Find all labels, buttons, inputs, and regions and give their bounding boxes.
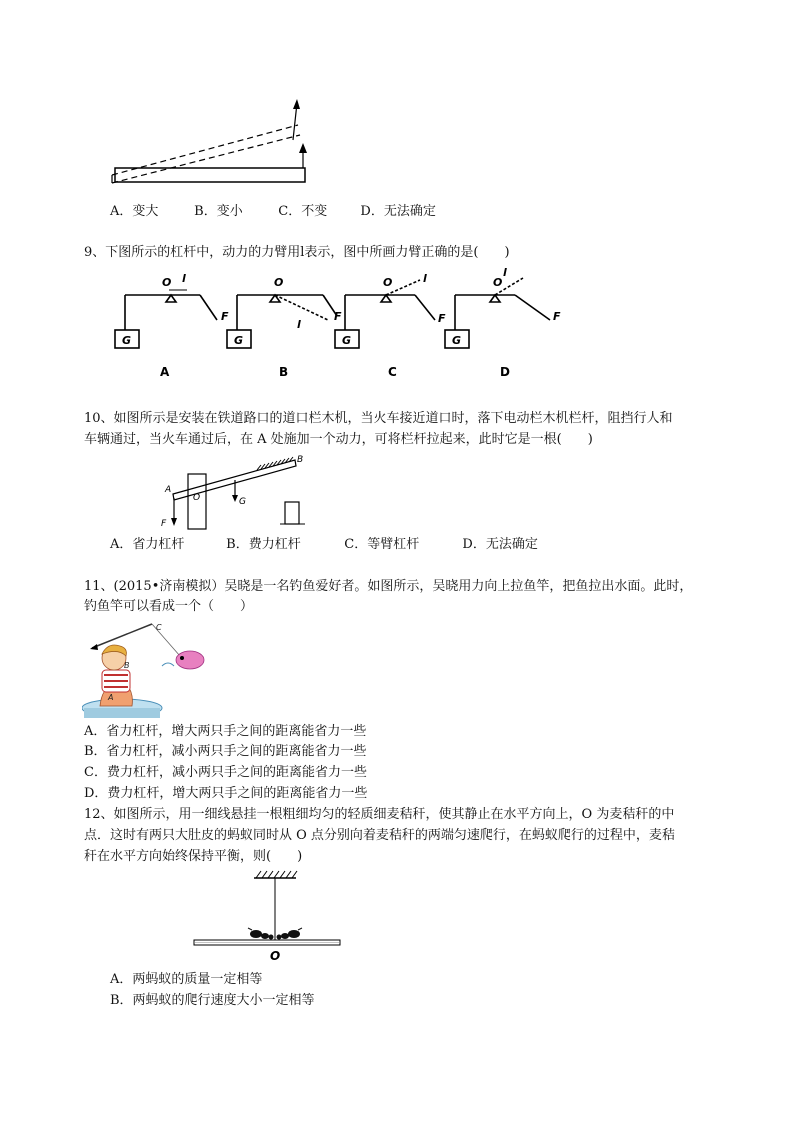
- q9-d-pivot-label: O: [493, 276, 503, 289]
- q9-a-weight-label: G: [122, 334, 132, 347]
- q9-b-arm-label: l: [297, 318, 301, 331]
- q12-label-o: O: [270, 949, 281, 963]
- q9-b-force-label: F: [334, 310, 342, 323]
- q10-option-c: C．等臂杠杆: [344, 537, 420, 552]
- q9-a-force-label: F: [221, 310, 229, 323]
- q8-figure: [100, 95, 320, 195]
- q9-d-weight-label: G: [452, 334, 462, 347]
- q11-label-b: B: [124, 661, 130, 670]
- q9-c-weight-label: G: [342, 334, 352, 347]
- ant-right: [277, 928, 303, 940]
- q11-option-b: B．省力杠杆，减小两只手之间的距离能省力一些: [84, 744, 367, 759]
- q9-caption-b: B: [279, 365, 289, 379]
- q10-options: [110, 535, 538, 554]
- q11-stem-line1: 11、(2015•济南模拟）吴晓是一名钓鱼爱好者。如图所示，吴晓用力向上拉鱼竿，把鱼拉出水面。此时，: [84, 579, 693, 594]
- q11-option-c: C．费力杠杆，减小两只手之间的距离能省力一些: [84, 765, 367, 780]
- q9-caption-c: C: [388, 365, 397, 379]
- q9-d-force-label: F: [553, 310, 561, 323]
- q12-stem-line2: 点．这时有两只大肚皮的蚂蚁同时从 O 点分别向着麦秸秆的两端匀速爬行，在蚂蚁爬行的过程中，麦秸: [84, 828, 675, 843]
- q10-label-f: F: [161, 519, 167, 529]
- q12-stem-line3: 秆在水平方向始终保持平衡，则( ): [84, 849, 303, 864]
- q9-figure: [105, 268, 575, 383]
- q10-option-a: A．省力杠杆: [110, 537, 185, 552]
- q9-d-arm-label: l: [503, 268, 507, 279]
- q10-label-o: O: [193, 493, 201, 503]
- q10-option-d: D．无法确定: [462, 537, 538, 552]
- q9-a-arm-label: l: [182, 272, 186, 285]
- q9-b-weight-label: G: [234, 334, 244, 347]
- q11-label-c: C: [156, 623, 162, 632]
- q12-figure: [190, 868, 350, 966]
- q9-caption-d: D: [500, 365, 510, 379]
- q8-option-d: D．无法确定: [360, 204, 436, 219]
- q10-label-a: A: [165, 485, 172, 495]
- q9-caption-a: A: [160, 365, 170, 379]
- q9-b-pivot-label: O: [274, 276, 284, 289]
- q11-stem-line2: 钓鱼竿可以看成一个（ ）: [84, 599, 254, 614]
- q9-c-force-label: F: [438, 312, 446, 325]
- q10-label-g: G: [239, 497, 246, 507]
- q12-stem-line1: 12、如图所示，用一细线悬挂一根粗细均匀的轻质细麦秸秆，使其静止在水平方向上，O 为麦秸秆的中: [84, 807, 675, 822]
- q11-figure: [82, 618, 217, 720]
- q8-options: [110, 202, 436, 221]
- q8-option-c: C．不变: [278, 204, 328, 219]
- q11-label-a: A: [108, 693, 114, 702]
- q9-a-pivot-label: O: [162, 276, 172, 289]
- q11-option-d: D．费力杠杆，增大两只手之间的距离能省力一些: [84, 786, 368, 801]
- q10-stem-line2: 车辆通过，当火车通过后，在 A 处施加一个动力，可将栏杆拉起来，此时它是一根( ): [84, 432, 593, 447]
- q9-lever-b: [227, 295, 337, 348]
- q9-c-arm-label: l: [423, 272, 427, 285]
- q8-option-b: B．变小: [194, 204, 243, 219]
- q11-option-a: A．省力杠杆，增大两只手之间的距离能省力一些: [84, 724, 367, 739]
- q9-c-pivot-label: O: [383, 276, 393, 289]
- q10-stem-line1: 10、如图所示是安装在铁道路口的道口栏木机，当火车接近道口时，落下电动栏木机栏杆，阻挡行人和: [84, 411, 673, 426]
- q10-figure: [155, 452, 315, 532]
- q10-label-b: B: [297, 455, 304, 465]
- q10-option-b: B．费力杠杆: [226, 537, 301, 552]
- q12-option-a: A．两蚂蚁的质量一定相等: [110, 972, 263, 987]
- q12-option-b: B．两蚂蚁的爬行速度大小一定相等: [110, 993, 315, 1008]
- q8-option-a: A．变大: [110, 204, 159, 219]
- q9-stem: 9、下图所示的杠杆中，动力的力臂用l表示，图中所画力臂正确的是( ): [84, 245, 510, 260]
- ant-left: [248, 928, 274, 940]
